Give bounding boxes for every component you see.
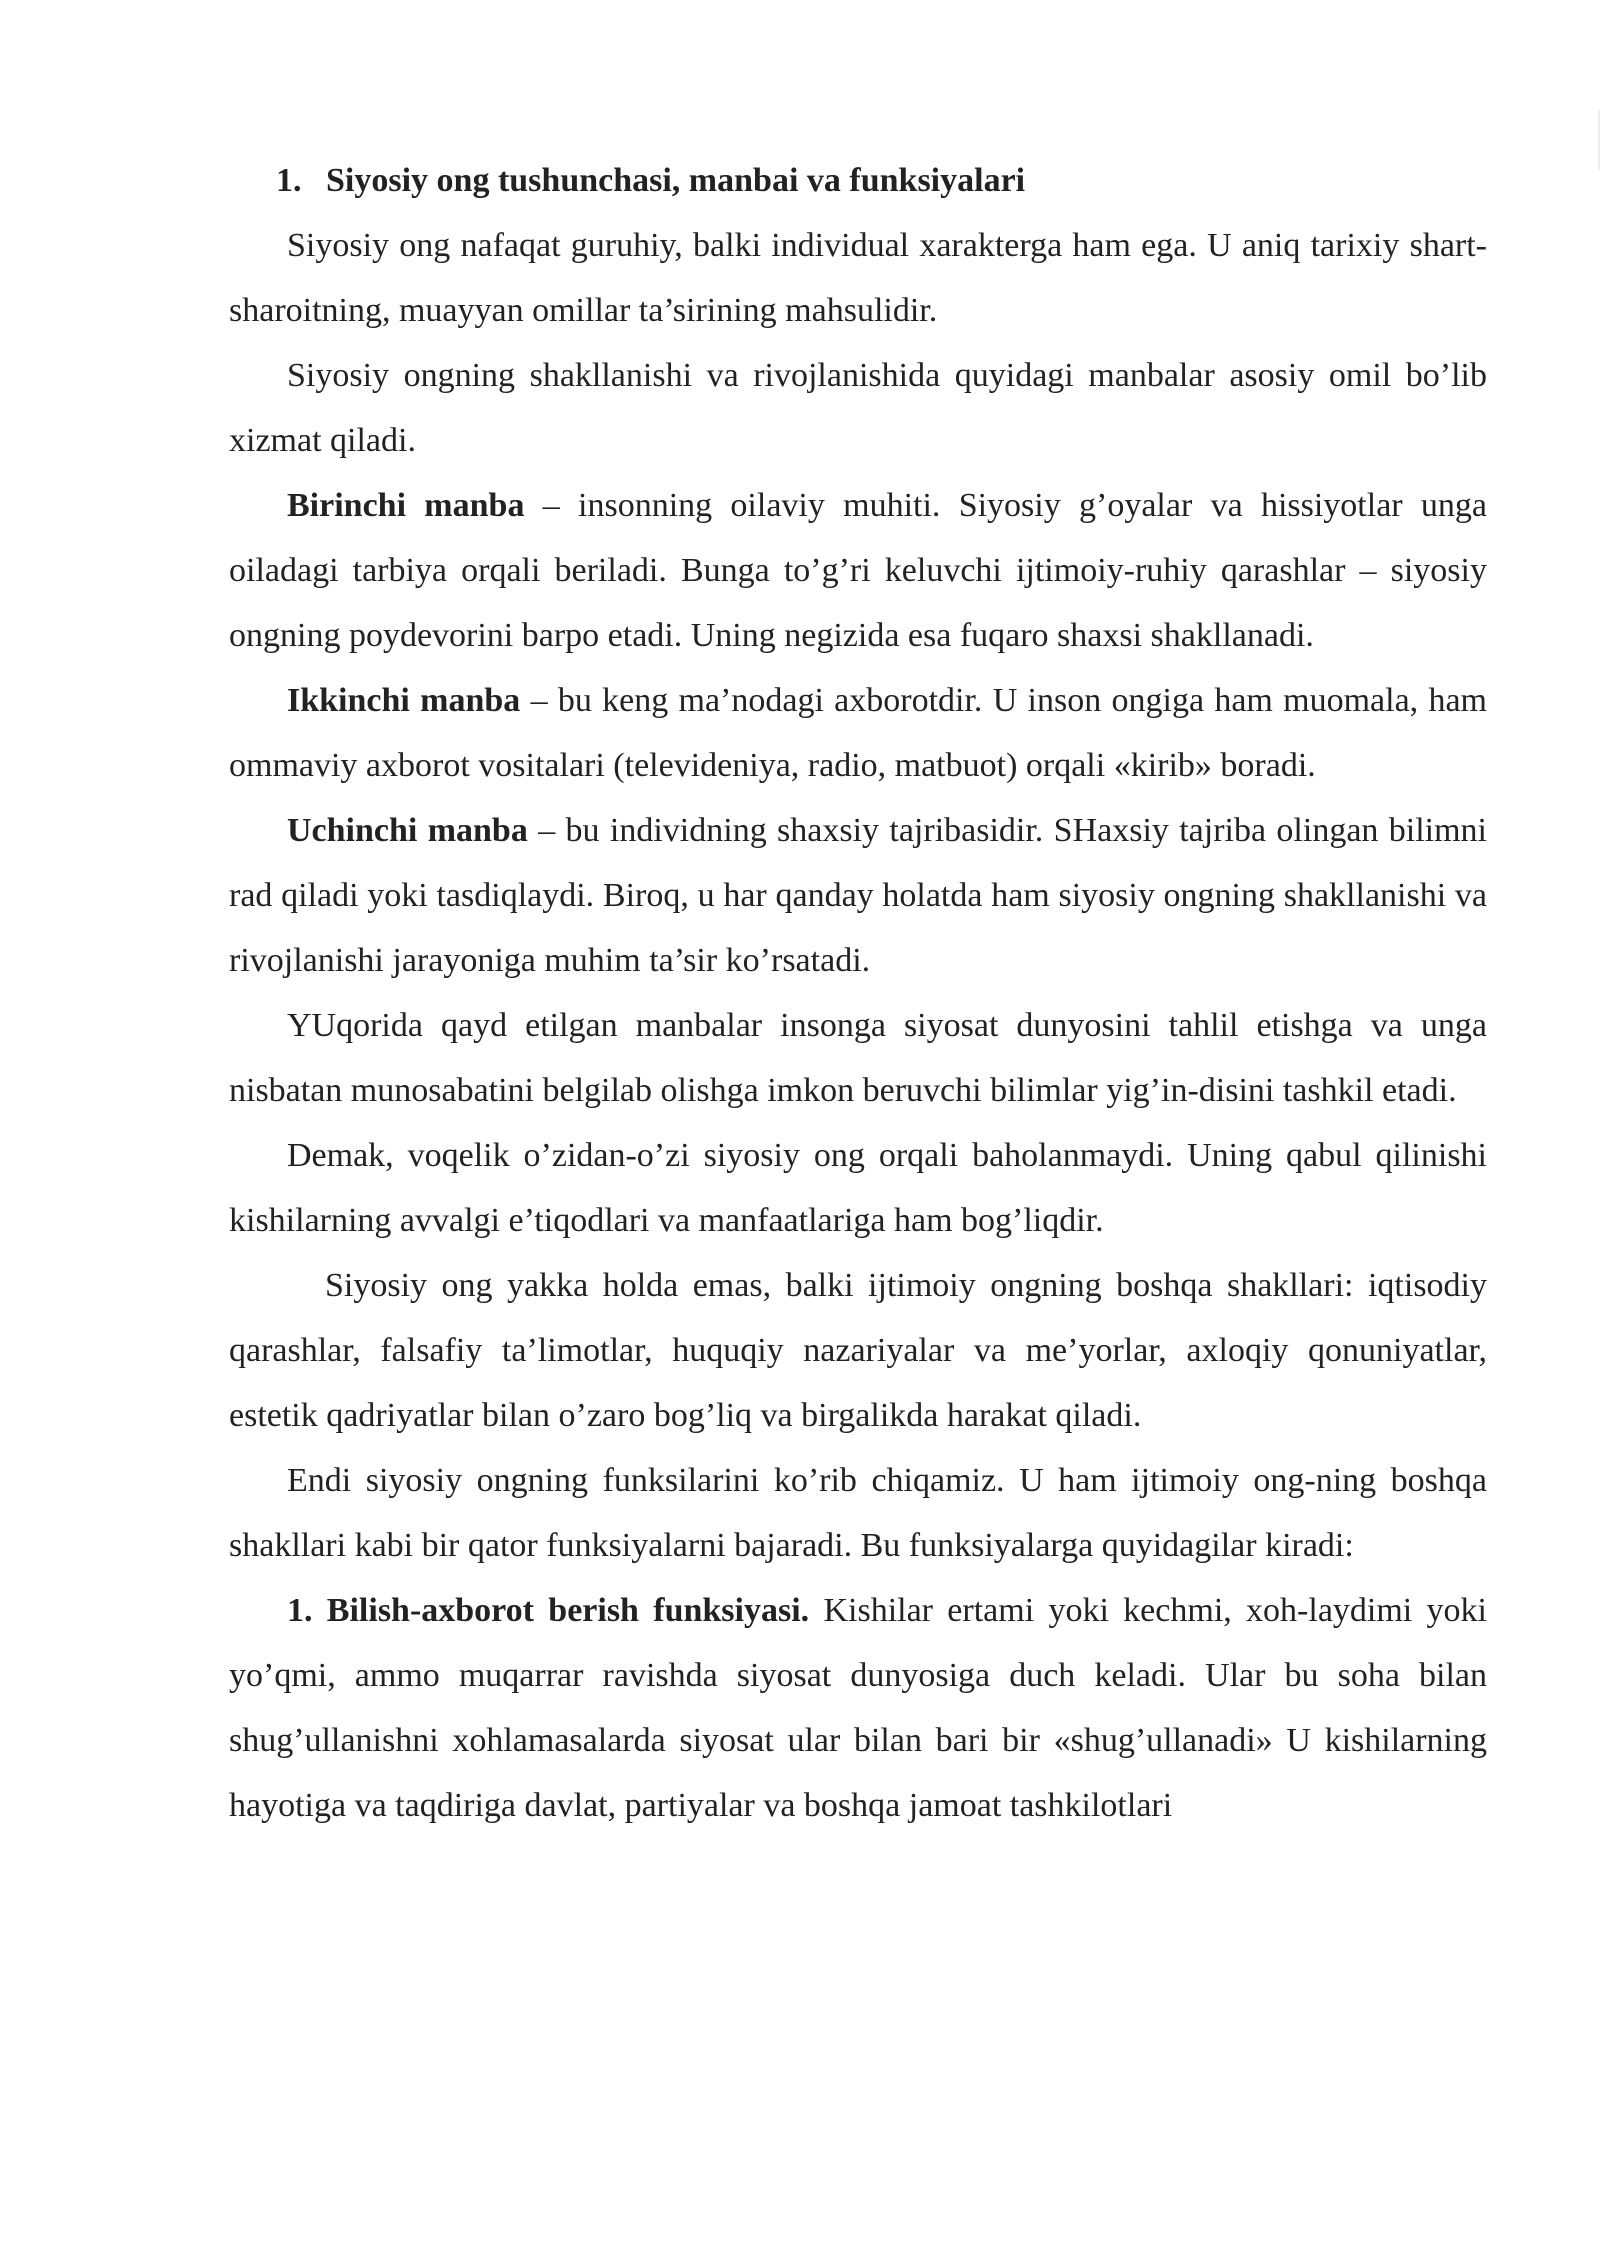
paragraph-7: Demak, voqelik o’zidan-o’zi siyosiy ong orqali baholanmaydi. Uning qabul qilinishi kishilarning avvalgi e’tiqodlari va manfaatlariga ham bog’liqdir. — [229, 1137, 1487, 1239]
paragraph-8: Siyosiy ong yakka holda emas, balki ijtimoiy ongning boshqa shakllari: iqtisodiy qarashlar, falsafiy ta’limotlar, huquqiy nazariyalar va me’yorlar, axloqiy qonuniyatlar, estetik qadriyatlar bilan o’zaro bog’liq va birgalikda harakat qiladi. — [229, 1267, 1487, 1434]
paragraph-5-text: – bu individning shaxsiy tajribasidir. SHaxsiy tajriba olingan bilimni rad qiladi yoki tasdiqlaydi. Biroq, u har qanday holatda ham siyosiy ongning shakllanishi va rivojlanishi jarayoniga muhim ta’sir ko’rsatadi. — [229, 812, 1487, 979]
paragraph-4-text: – bu keng ma’nodagi axborotdir. U inson ongiga ham muomala, ham ommaviy axborot vositalari (televideniya, radio, matbuot) orqali «kirib» boradi. — [229, 682, 1487, 784]
paragraph-10-text: Kishilar ertami yoki kechmi, xoh-laydimi yoki yo’qmi, ammo muqarrar ravishda siyosat dunyosiga duch keladi. Ular bu soha bilan shug’ullanishni xohlamasalarda siyosat ular bilan bari bir «shug’ullanadi» U kishilarning hayotiga va taqdiriga davlat, partiyalar va boshqa jamoat tashkilotlari — [229, 1592, 1487, 1824]
paragraph-3 — [229, 473, 1487, 668]
paragraph-9: Endi siyosiy ongning funksilarini ko’rib chiqamiz. U ham ijtimoiy ong-ning boshqa shakllari kabi bir qator funksiyalarni bajaradi. Bu funksiyalarga quyidagilar kiradi: — [229, 1462, 1487, 1564]
paragraph-3-term: Birinchi manba — [287, 487, 525, 524]
document-page — [229, 148, 1487, 1838]
paragraph-3-text: – insonning oilaviy muhiti. Siyosiy g’oyalar va hissiyotlar unga oiladagi tarbiya orqali beriladi. Bunga to’g’ri keluvchi ijtimoiy-ruhiy qarashlar – siyosiy ongning poydevorini barpo etadi. Uning negizida esa fuqaro shaxsi shakllanadi. — [229, 487, 1487, 654]
paragraph-6: YUqorida qayd etilgan manbalar insonga siyosat dunyosini tahlil etishga va unga nisbatan munosabatini belgilab olishga imkon beruvchi bilimlar yig’in-disini tashkil etadi. — [229, 1007, 1487, 1109]
paragraph-1: Siyosiy ong nafaqat guruhiy, balki individual xarakterga ham ega. U aniq tarixiy shart-sharoitning, muayyan omillar ta’sirining mahsulidir. — [229, 227, 1487, 329]
section-heading — [229, 148, 1487, 213]
paragraph-10 — [229, 1578, 1487, 1838]
paragraph-4-term: Ikkinchi manba — [287, 682, 521, 719]
paragraph-2: Siyosiy ongning shakllanishi va rivojlanishida quyidagi manbalar asosiy omil bo’lib xizmat qiladi. — [229, 357, 1487, 459]
paragraph-5 — [229, 798, 1487, 993]
section-title: Siyosiy ong tushunchasi, manbai va funksiyalari — [326, 162, 1026, 199]
section-number: 1. — [276, 162, 302, 199]
paragraph-5-term: Uchinchi manba — [287, 812, 528, 849]
paragraph-10-term: 1. Bilish-axborot berish funksiyasi. — [287, 1592, 810, 1629]
paragraph-4 — [229, 668, 1487, 798]
